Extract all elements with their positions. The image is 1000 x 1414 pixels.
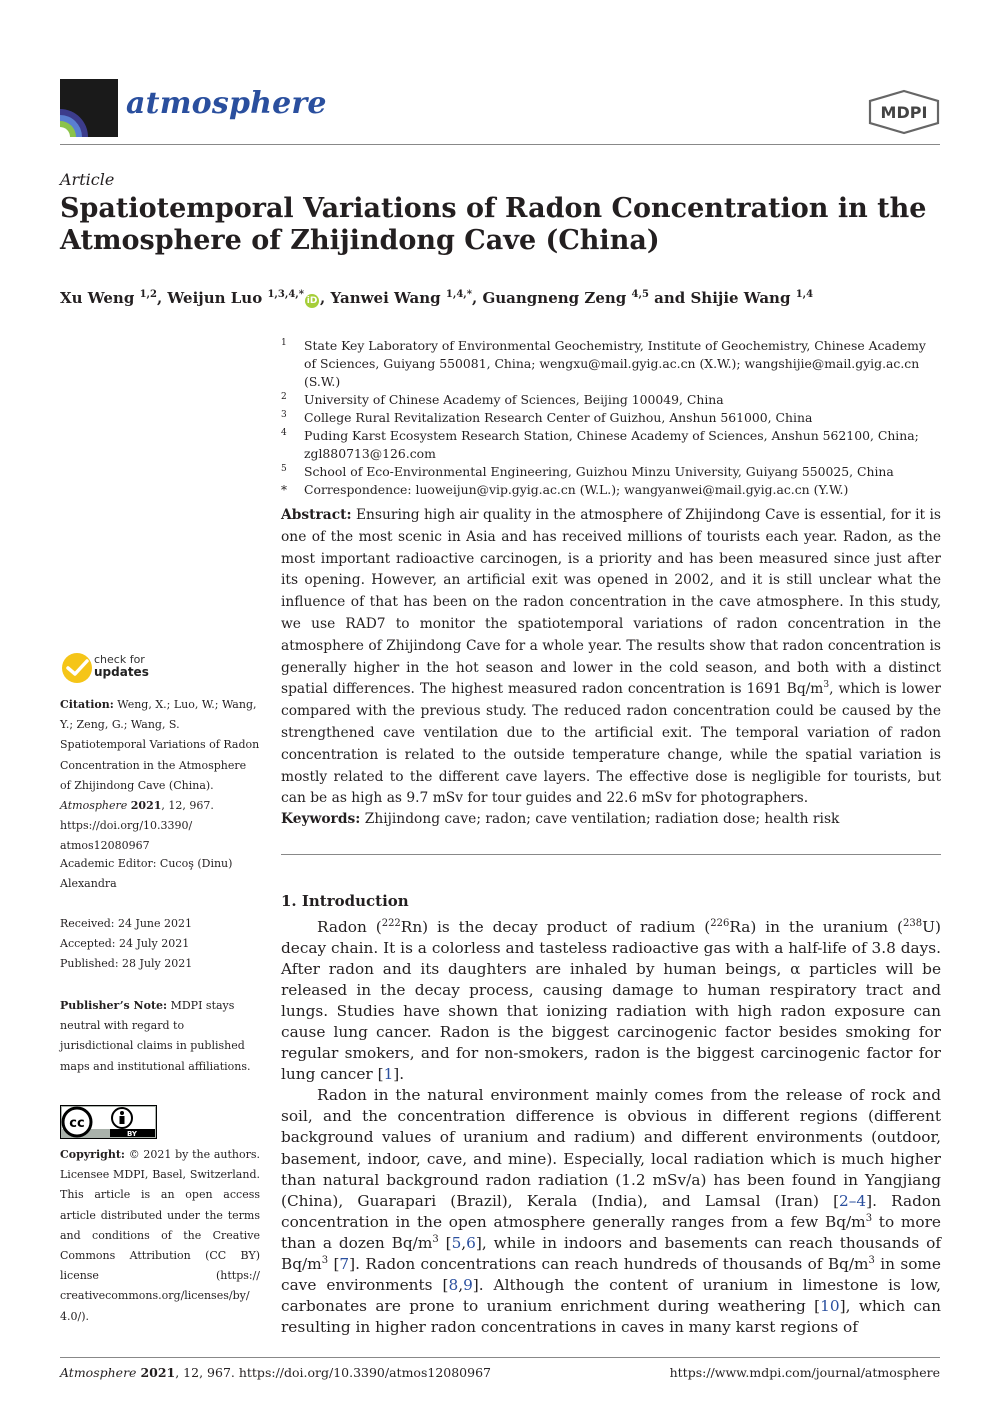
affiliation-text: Puding Karst Ecosystem Research Station, Chinese Academy of Sciences, Anshun 562100, China; zgl880713@126.com xyxy=(304,428,919,461)
svg-text:cc: cc xyxy=(69,1116,85,1131)
date-published: Published: 28 July 2021 xyxy=(60,957,193,971)
abstract-divider xyxy=(281,854,941,855)
keywords xyxy=(281,809,941,829)
introduction-body xyxy=(281,917,941,1338)
reference-link[interactable]: 5 xyxy=(451,1233,462,1252)
reference-link[interactable]: 8 xyxy=(448,1275,459,1294)
check-for-updates-icon[interactable] xyxy=(60,651,94,685)
check-for-updates-label[interactable] xyxy=(94,654,149,679)
keywords-text: Zhijindong cave; radon; cave ventilation; radiation dose; health risk xyxy=(364,811,840,827)
reference-link[interactable]: 7 xyxy=(339,1254,350,1273)
date-received: Received: 24 June 2021 xyxy=(60,917,193,930)
footer-citation xyxy=(60,1365,491,1380)
author-name[interactable]: Guangneng Zeng xyxy=(482,289,627,307)
reference-link[interactable]: 10 xyxy=(820,1296,840,1315)
article-type: Article xyxy=(60,170,115,189)
copyright-text: © 2021 by the authors. Licensee MDPI, Basel, Switzerland. This article is an open access article distributed under the terms and conditions of the Creative Commons Attribution (CC BY) license (https:// creativecommons.org/licenses/by/ 4.0/). xyxy=(60,1148,260,1323)
author-affil-sup: 4,5 xyxy=(631,289,649,300)
dates-block xyxy=(60,914,260,975)
copyright-block xyxy=(60,1145,260,1327)
author-affil-sup: 1,2 xyxy=(139,289,157,300)
cc-by-text: BY xyxy=(126,1130,138,1138)
citation-year: 2021 xyxy=(130,799,162,813)
abstract-text: Ensuring high air quality in the atmosphere of Zhijindong Cave is essential, for it is one of the most scenic in Asia and has received millions of tourists each year. Radon, as the most important radioactive carcinogen, is a priority and has been measured since just after its opening. However, an artificial exit was opened in 2002, and it is still unclear what the influence of that has been on the radon concentration in the cave atmosphere. In this study, we use RAD7 to monitor the spatiotemporal variations of radon concentration in the atmosphere of Zhijindong Cave for a whole year. The results show that radon concentration is generally higher in the hot season and lower in the cold season, and both with a distinct spatial differences. The highest measured radon concentration is 1691 Bq/m xyxy=(281,507,941,698)
superscript: 3 xyxy=(321,1254,329,1266)
journal-name[interactable]: atmosphere xyxy=(126,86,327,121)
correspondence-marker: * xyxy=(281,483,287,497)
affiliation-text: College Rural Revitalization Research Center of Guizhou, Anshun 561000, China xyxy=(304,410,813,425)
footer-doi[interactable]: , 12, 967. https://doi.org/10.3390/atmos12080967 xyxy=(175,1365,491,1380)
citation-label: Citation: xyxy=(60,698,114,711)
affiliation-item xyxy=(281,409,941,427)
reference-link[interactable]: 1 xyxy=(383,1065,394,1084)
publisher-note-text: MDPI stays neutral with regard to jurisdictional claims in published maps and institutional affiliations. xyxy=(60,999,251,1073)
author-name[interactable]: Yanwei Wang xyxy=(330,289,441,307)
citation-volume-doi[interactable]: , 12, 967. https://doi.org/10.3390/ atmos12080967 xyxy=(60,799,214,853)
author-affil-sup: 1,4,* xyxy=(445,289,473,300)
paragraph: Radon in the natural environment mainly comes from the release of rock and soil, and the concentration difference is obvious in different regions (different background values of uranium and radium) and different environments (outdoor, basement, indoor, cave, and mine). Especially, local radiation which is much higher than natural background radon radiation (1.2 mSv/a) has been found in Yangjiang (China), Guarapari (Brazil), Kerala (India), and Lamsal (Iran) [2–4]. Radon concentration in the open atmosphere generally ranges from a few $Bq/m^3$ to more than a dozen $Bq/m^3$ [5,6], while in indoors and basements can reach thousands of $Bq/m^3$ [7]. Radon concentrations can reach hundreds of thousands of $Bq/m^3$ in some cave environments [8,9]. Although the content of uranium in limestone is low, carbonates are prone to uranium enrichment during weathering [10], which can resulting in higher radon concentrations in caves in many karst regions of xyxy=(281,1086,942,1336)
superscript: 222 xyxy=(381,918,401,929)
superscript: 3 xyxy=(865,1212,873,1224)
affiliations xyxy=(281,337,941,499)
superscript: 3 xyxy=(868,1254,875,1266)
citation-journal: Atmosphere xyxy=(60,799,128,813)
keywords-label: Keywords: xyxy=(281,811,361,827)
affiliation-number: 3 xyxy=(281,410,287,420)
reference-link[interactable]: 6 xyxy=(466,1233,476,1252)
correspondence-text[interactable]: Correspondence: luoweijun@vip.gyig.ac.cn (W.L.); wangyanwei@mail.gyig.ac.cn (Y.W.) xyxy=(304,482,849,497)
footer-year: 2021 xyxy=(140,1365,176,1380)
paragraph: Radon ($^{222}$Rn) is the decay product of radium ($^{226}$Ra) in the uranium ($^{238}$U) decay chain. It is a colorless and tasteless radioactive gas with a half-life of 3.8 days. After radon and its daughters are inhaled by human beings, α particles will be released in the decay process, causing damage to human respiratory tract and lungs. Studies have shown that ionizing radiation with high radon exposure can cause lung cancer. Radon is the biggest carcinogenic factor besides smoking for regular smokers, and for non-smokers, radon is the biggest carcinogenic factor for lung cancer [1]. xyxy=(281,918,941,1084)
correspondence-item xyxy=(281,481,941,499)
publisher-note xyxy=(60,996,260,1077)
mdpi-logo-text: MDPI xyxy=(880,103,928,122)
author-list: Xu Weng $^{1,2}$, Weijun Luo $^{1,3,4,*}$iD , Yanwei Wang $^{1,4,*}$, Guangneng Zeng $^{4,5}$ and Shijie Wang $^{1,4}$ xyxy=(60,289,814,307)
academic-editor: Academic Editor: Cucoş (Dinu) Alexandra xyxy=(60,857,233,891)
check-for-updates-line1: check for xyxy=(94,653,145,666)
reference-link[interactable]: 9 xyxy=(463,1275,473,1294)
section-heading: 1. Introduction xyxy=(281,892,409,910)
superscript: 3 xyxy=(432,1233,439,1245)
reference-link[interactable]: 2–4 xyxy=(839,1191,867,1210)
author-name[interactable]: Xu Weng xyxy=(60,289,135,307)
publisher-note-label: Publisher’s Note: xyxy=(60,999,168,1012)
footer-divider xyxy=(60,1357,940,1358)
author-affil-sup: 1,3,4,* xyxy=(267,289,305,300)
journal-logo-icon xyxy=(60,79,118,137)
author-name[interactable]: Weijun Luo xyxy=(167,289,263,307)
affiliation-text: University of Chinese Academy of Sciences, Beijing 100049, China xyxy=(304,392,724,407)
mdpi-logo-icon[interactable] xyxy=(868,89,940,135)
article-title: Spatiotemporal Variations of Radon Concentration in the Atmosphere of Zhijindong Cave (China) xyxy=(60,193,927,256)
affiliation-item xyxy=(281,391,941,409)
affiliation-text: School of Eco-Environmental Engineering, Guizhou Minzu University, Guiyang 550025, China xyxy=(304,464,894,479)
affiliation-number: 5 xyxy=(281,464,287,474)
abstract xyxy=(281,505,941,810)
orcid-icon[interactable]: iD xyxy=(306,296,318,306)
affiliation-item xyxy=(281,337,941,391)
affiliation-number: 4 xyxy=(281,428,287,438)
affiliation-item xyxy=(281,463,941,481)
author-affil-sup: 1,4 xyxy=(795,289,814,300)
affiliation-item xyxy=(281,427,941,463)
footer-journal-url[interactable]: https://www.mdpi.com/journal/atmosphere xyxy=(669,1365,940,1380)
citation-block xyxy=(60,695,260,857)
abstract-sup: 3 xyxy=(823,680,830,691)
header-divider xyxy=(60,144,940,145)
affiliation-text: State Key Laboratory of Environmental Geochemistry, Institute of Geochemistry, Chinese Academy of Sciences, Guiyang 550081, China; wengxu@mail.gyig.ac.cn (X.W.); wangshijie@mail.gyig.ac.cn (S.W.) xyxy=(304,338,926,389)
citation-text: Weng, X.; Luo, W.; Wang, Y.; Zeng, G.; Wang, S. Spatiotemporal Variations of Radon Concentration in the Atmosphere of Zhijindong Cave (China). xyxy=(60,698,260,792)
cc-by-license-icon[interactable] xyxy=(60,1105,157,1139)
copyright-label: Copyright: xyxy=(60,1148,125,1161)
affiliation-number: 2 xyxy=(281,392,287,402)
date-accepted: Accepted: 24 July 2021 xyxy=(60,937,190,951)
superscript: 226 xyxy=(710,918,730,929)
author-name[interactable]: Shijie Wang xyxy=(690,289,791,307)
footer-journal: Atmosphere xyxy=(60,1365,137,1380)
abstract-label: Abstract: xyxy=(281,507,352,523)
affiliation-number: 1 xyxy=(281,338,287,348)
check-for-updates-line2: updates xyxy=(94,665,149,679)
superscript: 238 xyxy=(903,918,923,929)
abstract-text-cont: , which is lower compared with the previous study. The reduced radon concentration could be caused by the strengthened cave ventilation due to the artificial exit. The temporal variation of radon concentration is related to the outside temperature change, while the spatial variation is mostly related to the different cave layers. The effective dose is negligible for tourists, but can be as high as 9.7 mSv for tour guides and 22.6 mSv for photographers. xyxy=(281,681,942,807)
